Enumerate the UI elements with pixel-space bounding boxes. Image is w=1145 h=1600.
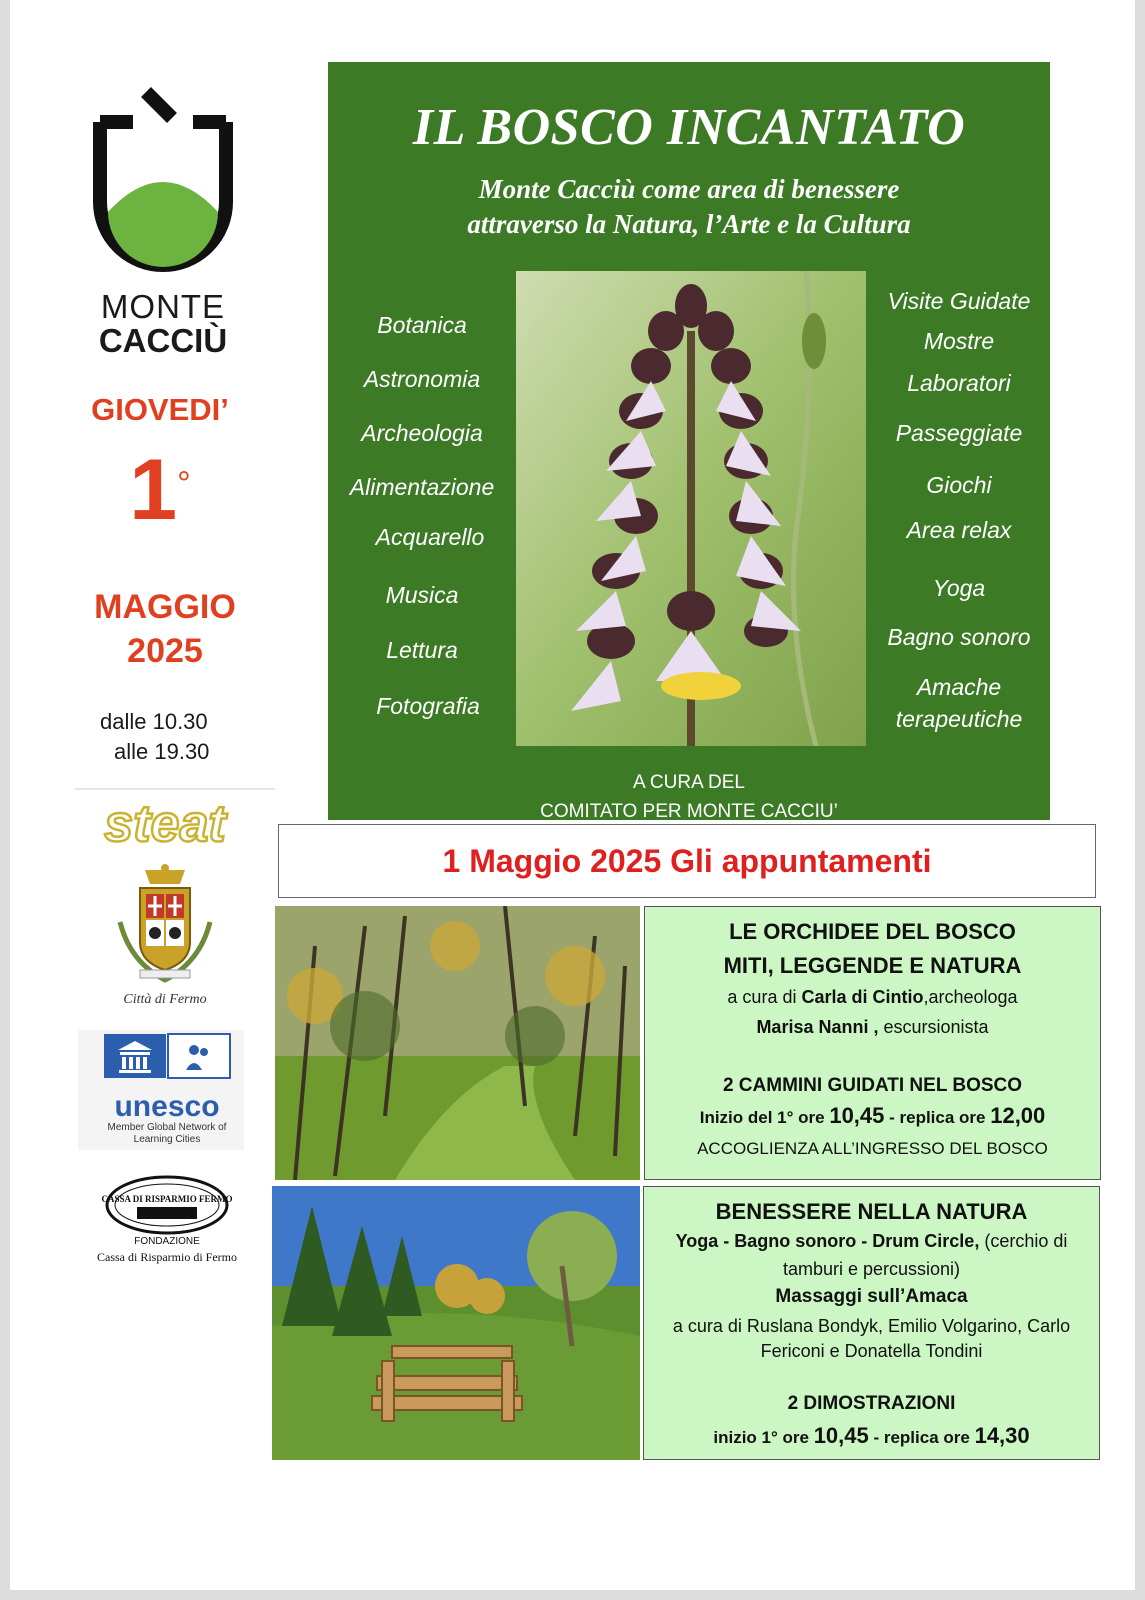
event1-curators-2: Marisa Nanni , escursionista (756, 1017, 989, 1037)
activity-item: Giochi (926, 472, 992, 498)
event1-schedule: Inizio del 1° ore 10,45 - replica ore 12,00 (699, 1103, 1046, 1128)
divider (75, 788, 275, 790)
event2-massage: Massaggi sull’Amaca (775, 1286, 968, 1307)
citta-di-fermo-crest-icon (110, 862, 220, 992)
month: MAGGIO (94, 588, 236, 626)
hours-from: dalle 10.30 (100, 709, 208, 734)
topic-item: Botanica (377, 312, 467, 338)
activity-item: terapeutiche (895, 706, 1023, 732)
topic-item: Lettura (386, 637, 458, 663)
unesco-wordmark: unesco (114, 1090, 220, 1123)
weekday: GIOVEDI’ (91, 392, 229, 427)
day-number: 1° (129, 442, 191, 538)
year: 2025 (127, 632, 203, 670)
activity-item: Amache (916, 674, 1002, 700)
event1-title-1: LE ORCHIDEE DEL BOSCO (729, 919, 1016, 944)
credit-line-1: A CURA DEL (633, 772, 745, 793)
logo-line-2: CACCIÙ (98, 322, 228, 359)
event2-schedule: inizio 1° ore 10,45 - replica ore 14,30 (713, 1423, 1030, 1448)
event-orchids-box (644, 906, 1101, 1180)
banner-subtitle (328, 172, 1050, 242)
banner-subtitle-1: Monte Cacciù come area di benessere (478, 174, 900, 204)
steat-logo-text: steat (104, 795, 226, 853)
event2-activities: Yoga - Bagno sonoro - Drum Circle, (cerchio di (675, 1231, 1068, 1251)
activity-item: Bagno sonoro (887, 624, 1031, 650)
activity-item: Area relax (906, 517, 1012, 543)
crest-caption: Città di Fermo (123, 992, 207, 1007)
event2-demos: 2 DIMOSTRAZIONI (787, 1393, 956, 1414)
steat-logo (95, 795, 235, 855)
banner-subtitle-2: attraverso la Natura, l’Arte e la Cultura (467, 209, 911, 239)
event1-curators-1: a cura di Carla di Cintio,archeologa (727, 987, 1018, 1007)
unesco-tagline-2: Learning Cities (133, 1134, 201, 1145)
orchid-photo (516, 271, 866, 746)
event1-title-2: MITI, LEGGENDE E NATURA (723, 953, 1022, 978)
credit-line-2: COMITATO PER MONTE CACCIU’ (540, 801, 838, 822)
logo-wordmark (78, 290, 248, 358)
poster-page (10, 0, 1135, 1590)
appointments-heading: 1 Maggio 2025 Gli appuntamenti (442, 843, 932, 879)
fondazione-carifermo-logo (75, 1175, 260, 1275)
event2-curators-1: a cura di Ruslana Bondyk, Emilio Volgarino, Carlo (672, 1316, 1071, 1336)
topic-item: Alimentazione (349, 474, 495, 500)
unesco-tagline-1: Member Global Network of (107, 1122, 227, 1133)
topic-item: Acquarello (375, 524, 485, 550)
monte-caccIu-logo-icon (88, 82, 238, 292)
event2-curators-2: Fericoni e Donatella Tondini (760, 1341, 983, 1361)
hours-to: alle 19.30 (114, 739, 210, 764)
topic-item: Astronomia (363, 366, 481, 392)
activity-item: Visite Guidate (887, 288, 1031, 314)
activity-item: Passeggiate (895, 420, 1023, 446)
organizer-credit (328, 768, 1050, 826)
event-banner (328, 62, 1050, 820)
event2-activities-note: tamburi e percussioni) (782, 1259, 961, 1279)
topic-item: Fotografia (376, 693, 480, 719)
fondazione-seal-text: CASSA DI RISPARMIO FERMO (101, 1194, 233, 1204)
month-year (70, 585, 260, 673)
appointments-heading-box (278, 824, 1096, 898)
forest-path-photo (275, 906, 640, 1180)
activity-item: Laboratori (907, 370, 1011, 396)
activity-item: Yoga (932, 575, 986, 601)
activity-item: Mostre (923, 328, 995, 354)
fondazione-label: FONDAZIONE (134, 1236, 200, 1247)
event1-welcome: ACCOGLIENZA ALL’INGRESSO DEL BOSCO (697, 1139, 1048, 1158)
fondazione-name: Cassa di Risparmio di Fermo (97, 1250, 237, 1264)
degree-sign: ° (177, 465, 191, 503)
event2-title: BENESSERE NELLA NATURA (715, 1199, 1028, 1224)
meadow-bench-photo (272, 1186, 640, 1460)
topic-item: Musica (385, 582, 459, 608)
topic-item: Archeologia (361, 420, 483, 446)
banner-title: IL BOSCO INCANTATO (412, 99, 966, 156)
event-wellness-box (643, 1186, 1100, 1460)
unesco-logo (78, 1030, 244, 1150)
opening-hours (70, 707, 260, 767)
logo-line-1: MONTE (100, 288, 226, 325)
event1-walks: 2 CAMMINI GUIDATI NEL BOSCO (722, 1075, 1023, 1096)
